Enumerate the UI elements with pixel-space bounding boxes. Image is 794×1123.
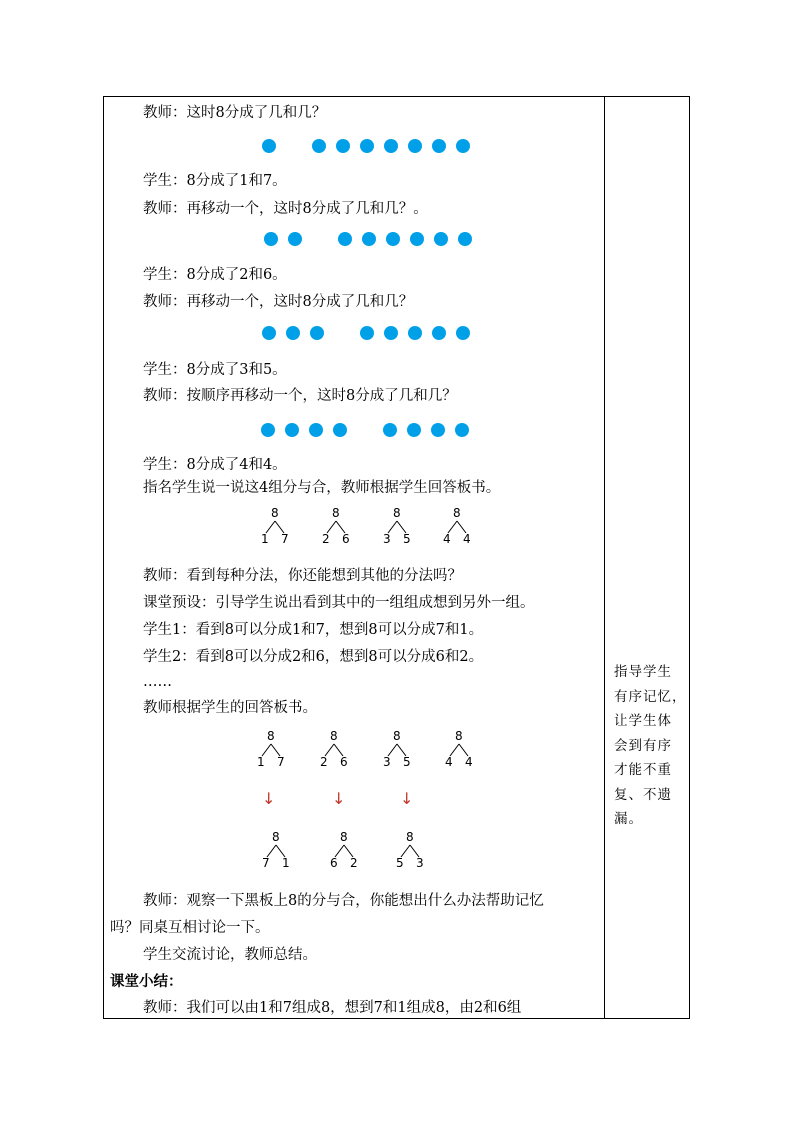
text-line-student-a2: 学生：8分成了2和6。 [143,267,287,283]
text-line-teacher-q4: 教师：按顺序再移动一个，这时8分成了几和几？ [143,388,457,404]
bond-part-right: 1 [282,856,290,870]
right-group-dot [456,326,470,340]
right-group-dot [432,139,446,153]
bond-part-left: 4 [443,532,451,546]
text-line-teacher-q3: 教师：再移动一个，这时8分成了几和几？ [143,294,414,310]
left-group-dot [262,139,276,153]
bond-part-right: 2 [350,856,358,870]
right-group-dot [338,232,352,246]
right-group-dot [431,423,445,437]
note-line: 复、不遗 [614,786,672,803]
text-line-board-note: 教师根据学生的回答板书。 [143,700,317,716]
right-group-dot [455,423,469,437]
right-group-dot [386,232,400,246]
right-group-dot [362,232,376,246]
note-line: 有序记忆， [614,688,687,705]
left-group-dot [309,423,323,437]
note-line: 让学生体 [614,713,672,729]
bond-whole: 8 [453,506,461,520]
bond-whole: 8 [406,830,414,844]
right-group-dot [408,139,422,153]
bond-whole: 8 [272,830,280,844]
right-group-dot [384,326,398,340]
bond-whole: 8 [271,506,279,520]
right-group-dot [458,232,472,246]
number-bond [445,731,485,771]
bond-whole: 8 [455,729,463,743]
bond-part-left: 2 [322,532,330,546]
down-arrow-icon: ↓ [262,789,276,808]
number-bond [330,832,370,872]
right-group-dot [360,139,374,153]
bond-part-right: 4 [465,755,473,769]
number-bond [322,508,362,548]
number-bond [443,508,483,548]
number-bond [383,731,423,771]
bond-part-left: 3 [383,755,391,769]
bond-part-left: 1 [257,755,265,769]
right-group-dot [456,139,470,153]
bond-whole: 8 [332,506,340,520]
text-line-preset: 课堂预设：引导学生说出看到其中的一组组成想到另外一组。 [143,595,535,611]
left-group-dot [286,326,300,340]
bond-part-right: 4 [463,532,471,546]
text-line-teacher-observe: 教师：观察一下黑板上8的分与合，你能想出什么办法帮助记忆 [143,893,544,909]
note-line: 指导学生 [614,664,672,680]
bond-part-right: 5 [403,755,411,769]
bond-part-left: 4 [445,755,453,769]
down-arrow-icon: ↓ [332,789,346,808]
right-group-dot [407,423,421,437]
right-group-dot [384,139,398,153]
number-bond [262,832,302,872]
bond-part-right: 6 [342,532,350,546]
right-group-dot [312,139,326,153]
number-bond [383,508,423,548]
right-group-dot [383,423,397,437]
right-group-dot [410,232,424,246]
left-group-dot [264,232,278,246]
text-line-student-a4: 学生：8分成了4和4。 [143,457,287,473]
bond-whole: 8 [393,729,401,743]
bond-whole: 8 [267,729,275,743]
left-group-dot [261,423,275,437]
left-group-dot [262,326,276,340]
text-line-exchange: 学生交流讨论，教师总结。 [143,947,317,963]
bond-part-right: 7 [277,755,285,769]
down-arrow-icon: ↓ [400,789,414,808]
number-bond [257,731,297,771]
text-line-student2: 学生2：看到8可以分成2和6，想到8可以分成6和2。 [143,649,484,665]
text-line-student1: 学生1：看到8可以分成1和7，想到8可以分成7和1。 [143,622,484,638]
bond-part-left: 7 [262,856,270,870]
left-group-dot [310,326,324,340]
bond-part-right: 3 [416,856,424,870]
number-bond [261,508,301,548]
text-line-teacher-q1: 教师：这时8分成了几和几？ [143,105,327,121]
note-line: 才能不重 [614,762,672,778]
note-line: 漏。 [614,811,643,827]
note-line: 会到有序 [614,737,672,754]
right-group-dot [432,326,446,340]
number-bond [396,832,436,872]
text-line-board-instruction: 指名学生说一说这4组分与合，教师根据学生回答板书。 [143,480,501,496]
right-group-dot [336,139,350,153]
right-group-dot [434,232,448,246]
left-group-dot [288,232,302,246]
right-group-dot [360,326,374,340]
bond-part-right: 5 [403,532,411,546]
column-divider [604,96,605,1019]
text-line-student-a3: 学生：8分成了3和5。 [143,362,287,378]
bond-whole: 8 [340,830,348,844]
bond-part-left: 5 [396,856,404,870]
bond-part-left: 2 [320,755,328,769]
text-line-summary: 教师：我们可以由1和7组成8，想到7和1组成8，由2和6组 [143,1000,522,1016]
bond-part-left: 6 [330,856,338,870]
text-line-teacher-q5: 教师：看到每种分法，你还能想到其他的分法吗？ [143,568,462,584]
text-line-discuss: 吗？同桌互相讨论一下。 [110,920,270,936]
bond-part-left: 3 [383,532,391,546]
text-line-student-a1: 学生：8分成了1和7。 [143,173,287,189]
bond-whole: 8 [393,506,401,520]
bond-part-right: 6 [340,755,348,769]
bond-whole: 8 [330,729,338,743]
section-heading-summary: 课堂小结： [110,973,183,990]
bond-part-right: 7 [281,532,289,546]
number-bond [320,731,360,771]
text-line-teacher-q2: 教师：再移动一个，这时8分成了几和几？。 [143,201,428,217]
left-group-dot [333,423,347,437]
text-line-ellipsis: …… [143,674,172,690]
left-group-dot [285,423,299,437]
bond-part-left: 1 [261,532,269,546]
right-group-dot [408,326,422,340]
